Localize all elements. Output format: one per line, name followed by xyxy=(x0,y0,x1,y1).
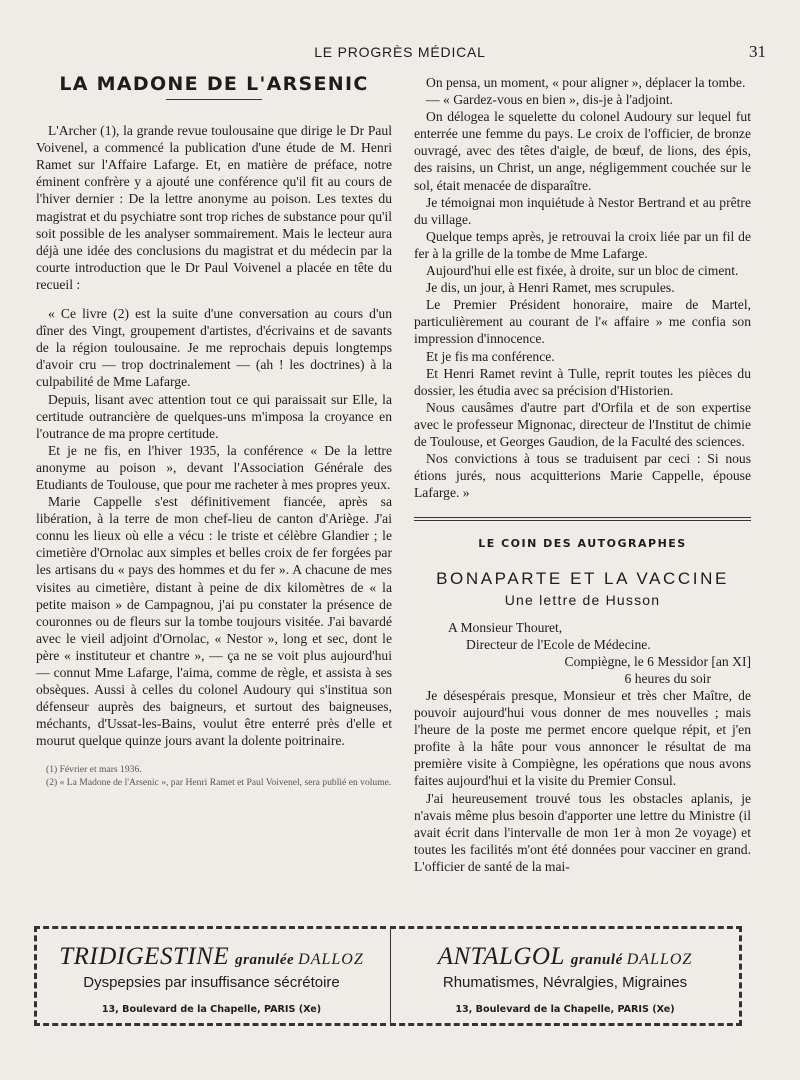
article-paragraph: Je dis, un jour, à Henri Ramet, mes scrupules. xyxy=(426,280,675,296)
ad-indication: Dyspepsies par insuffisance sécrétoire xyxy=(83,974,340,991)
letter-time: 6 heures du soir xyxy=(624,670,711,686)
ad-product-name: TRIDIGESTINE xyxy=(59,943,230,970)
ad-product-form: granulée xyxy=(235,952,295,968)
ad-address: 13, Boulevard de la Chapelle, PARIS (Xe) xyxy=(101,1004,322,1015)
ad-product-line xyxy=(391,943,739,971)
journal-title: LE PROGRÈS MÉDICAL xyxy=(314,44,486,60)
footnotes xyxy=(36,763,392,789)
ad-product-form: granulé xyxy=(570,952,623,968)
article-paragraph: Aujourd'hui elle est fixée, à droite, sur un bloc de ciment. xyxy=(426,263,739,279)
article-title: LA MADONE DE L'ARSENIC xyxy=(59,73,369,95)
section-divider xyxy=(414,517,751,521)
article-paragraph: Quelque temps après, je retrouvai la croix liée par un fil de fer à la grille de la tombe de Mme Lafarge. xyxy=(414,228,751,261)
ad-brand: DALLOZ xyxy=(298,951,364,968)
ad-product-name: ANTALGOL xyxy=(437,943,565,970)
ad-indication: Rhumatismes, Névralgies, Migraines xyxy=(442,974,688,991)
letter-paragraph: Je désespérais presque, Monsieur et très cher Maître, de pouvoir aujourd'hui vous donner de mes nouvelles ; mais l'heure de la poste me permet encore quelque répit, et j'en profite à la hâte pour vous annoncer le résultat de ma première visite à Compiègne, les opérations que nous avons faites aujourd'hui et la visite du Premier Consul. xyxy=(414,688,751,789)
article-paragraph: On délogea le squelette du colonel Audoury sur lequel fut enterrée une femme du pays. Le croix de l'officier, de bronze ouvragé, avec des têtes d'aigle, de bœuf, de lions, des épis, des raisins, un Christ, un ange, négligemment couchée sur le sol, était menacée de disparaître. xyxy=(414,109,751,193)
ad-antalgol xyxy=(390,926,742,1026)
section-heading: LE COIN DES AUTOGRAPHES xyxy=(478,537,687,551)
article-paragraph: Je témoignai mon inquiétude à Nestor Bertrand et au prêtre du village. xyxy=(414,194,751,227)
advertisements xyxy=(34,926,750,1028)
ad-brand: DALLOZ xyxy=(626,951,693,968)
article-paragraph: Et Henri Ramet revint à Tulle, reprit toutes les pièces du dossier, les étudia avec sa précision d'Historien. xyxy=(414,365,751,398)
letter-paragraph: J'ai heureusement trouvé tous les obstacles aplanis, je n'avais même plus besoin d'apporter une lettre du Ministre (il avait écrit dans l'intervalle de mon 1er à mon 2e voyage) et toutes les facilités m'ont été données pour vacciner en grand. L'officier de santé de la mai- xyxy=(414,790,751,874)
footnote: (1) Février et mars 1936. xyxy=(46,764,142,776)
ad-address: 13, Boulevard de la Chapelle, PARIS (Xe) xyxy=(455,1004,675,1015)
right-column xyxy=(414,74,751,875)
article-paragraph: Et je fis ma conférence. xyxy=(426,348,555,364)
ad-tridigestine xyxy=(34,926,386,1026)
article-paragraph: Depuis, lisant avec attention tout ce qui paraissait sur Elle, la certitude outrancière de quelques-uns m'imposa la croyance en l'outrance de ma propre certitude. xyxy=(36,391,392,441)
article-paragraph: Et je ne fis, en l'hiver 1935, la conférence « De la lettre anonyme au poison », devant l'Association Générale des Etudiants de Toulouse, que pour me racheter à mes propres yeux. xyxy=(36,442,392,492)
footnote: (2) « La Madone de l'Arsenic », par Henri Ramet et Paul Voivenel, sera publié en volume. xyxy=(46,777,392,789)
letter-addressee: A Monsieur Thouret, xyxy=(448,619,563,635)
article-paragraph: Marie Cappelle s'est définitivement fiancée, après sa libération, à la terre de mon chef-lieu de canton d'Ariège. J'ai connu les lieux où elle a vécu : le triste et célèbre Glandier ; le cimetière d'Ornolac aux simples et belles croix de fer forgées par les artisans du « pays des hommes et du fer ». A chacune de mes visites au cimetière, distant à peine de dix kilomètres de « la petite maison » de Campagnou, j'ai pu constater la présence de couronnes ou de fleurs sur la tombe toujours visitée. J'ai bavardé avec le vieil adjoint d'Ornolac, « Nestor », long et sec, dont le père « instituteur et chantre », — ça ne se voit plus aujourd'hui — connut Mme Lafarge, l'aima, comme de règle, et assista à ses obsèques. Aussi à celles du colonel Audoury qui s'institua son défenseur auprès des baigneurs, et surtout des baigneuses, méchants, d'Ussat-les-Bains, voulut être enterré près d'elle et mourut quelque quinze jours avant la dolente poitrinaire. xyxy=(36,494,392,749)
ad-product-line xyxy=(37,943,386,971)
article-paragraph: — « Gardez-vous en bien », dis-je à l'adjoint. xyxy=(426,92,674,108)
article-paragraph: Nous causâmes d'autre part d'Orfila et de son expertise avec le professeur Mignonac, directeur de l'Institut de chimie de Toulouse, et Georges Gaudion, de la Faculté des sciences. xyxy=(414,399,751,449)
letter-addressee-title: Directeur de l'Ecole de Médecine. xyxy=(466,636,651,652)
autograph-title: BONAPARTE ET LA VACCINE xyxy=(436,569,729,589)
autograph-subtitle: Une lettre de Husson xyxy=(504,591,661,608)
page-number: 31 xyxy=(749,42,766,61)
letter-date: Compiègne, le 6 Messidor [an XI] xyxy=(564,653,751,669)
article-paragraph: Le Premier Président honoraire, maire de Martel, particulièrement au courant de l'« affaire » me confia son impression d'innocence. xyxy=(414,297,751,347)
running-header xyxy=(0,44,800,64)
article-paragraph: L'Archer (1), la grande revue toulousaine que dirige le Dr Paul Voivenel, a commencé la publication d'une étude de M. Henri Ramet sur l'Affaire Lafarge. Et, en matière de préface, notre éminent confrère y a ajouté une conférence qu'il fit au cours de l'hiver dernier : De la lettre anonyme au poison. Les textes du magistrat et du psychiatre sont trop riches de substance pour qu'il soit possible de les analyser sommairement. Mais le lecteur aura déjà une idée des conclusions du magistrat et du médecin par la courte introduction que le Dr Paul Voivenel a placée en tête du recueil : xyxy=(36,123,392,292)
article-paragraph: « Ce livre (2) est la suite d'une conversation au cours d'un dîner des Vingt, groupement d'artistes, d'écrivains et de savants de la région toulousaine. Je me reprochais depuis longtemps d'avoir cru — trop doctrinalement — (ah ! les doctrines) à la culpabilité de Mme Lafarge. xyxy=(36,306,392,390)
article-paragraph: On pensa, un moment, « pour aligner », déplacer la tombe. xyxy=(426,75,746,90)
paragraph-gap xyxy=(36,293,392,305)
title-divider xyxy=(166,99,262,100)
article-paragraph: Nos convictions à tous se traduisent par ceci : Si nous étions jurés, nous acquitterions Marie Cappelle, épouse Lafarge. » xyxy=(414,451,751,501)
left-column xyxy=(36,74,392,789)
